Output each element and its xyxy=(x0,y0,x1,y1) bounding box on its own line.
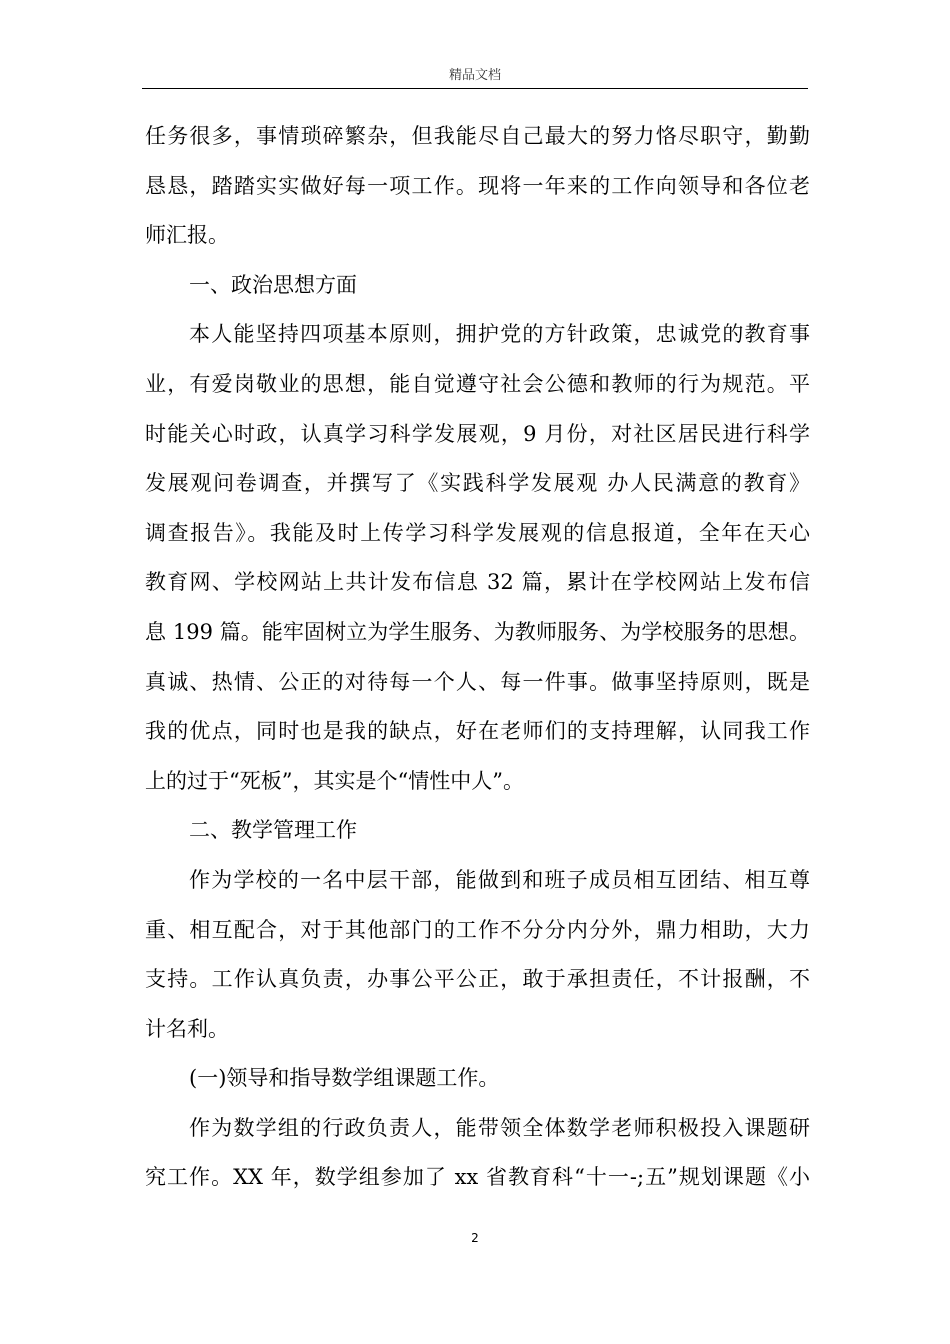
text-line: 任务很多，事情琐碎繁杂，但我能尽自己最大的努力恪尽职守，勤勤 xyxy=(145,124,810,148)
section-heading: (一)领导和指导数学组课题工作。 xyxy=(189,1066,500,1091)
header-rule xyxy=(142,88,808,89)
text-line: 发展观问卷调查，并撰写了《实践科学发展观 办人民满意的教育》 xyxy=(145,471,810,496)
text-line: 作为数学组的行政负责人，能带领全体数学老师积极投入课题研 xyxy=(189,1115,810,1140)
section-heading: 二、教学管理工作 xyxy=(189,818,357,843)
text-line: 真诚、热情、公正的对待每一个人、每一件事。做事坚持原则，既是 xyxy=(145,669,810,694)
text-line: 息 199 篇。能牢固树立为学生服务、为教师服务、为学校服务的思想。 xyxy=(145,619,810,644)
text-line: 作为学校的一名中层干部，能做到和班子成员相互团结、相互尊 xyxy=(189,867,810,892)
section-heading: 一、政治思想方面 xyxy=(189,272,357,297)
text-line: 本人能坚持四项基本原则，拥护党的方针政策，忠诚党的教育事 xyxy=(189,322,810,347)
text-line: 支持。工作认真负责，办事公平公正，敢于承担责任，不计报酬，不 xyxy=(145,967,810,992)
text-line: 究工作。XX 年，数学组参加了 xx 省教育科“十一-;五”规划课题《小 xyxy=(145,1165,810,1190)
text-line: 调查报告》。我能及时上传学习科学发展观的信息报道，全年在天心 xyxy=(145,520,810,545)
page-number: 2 xyxy=(471,1231,479,1245)
body-text xyxy=(145,112,810,1203)
text-line: 上的过于“死板”，其实是个“情性中人”。 xyxy=(145,768,524,793)
text-line: 我的优点，同时也是我的缺点，好在老师们的支持理解，认同我工作 xyxy=(145,719,810,744)
text-line: 业，有爱岗敬业的思想，能自觉遵守社会公德和教师的行为规范。平 xyxy=(145,371,810,396)
page-header-title: 精品文档 xyxy=(448,68,501,83)
text-line: 重、相互配合，对于其他部门的工作不分分内分外，鼎力相助，大力 xyxy=(145,917,810,942)
text-line: 教育网、学校网站上共计发布信息 32 篇，累计在学校网站上发布信 xyxy=(145,570,810,595)
text-line: 恳恳，踏踏实实做好每一项工作。现将一年来的工作向领导和各位老 xyxy=(145,173,810,198)
text-line: 计名利。 xyxy=(145,1016,229,1041)
text-line: 时能关心时政，认真学习科学发展观，9 月份，对社区居民进行科学 xyxy=(145,421,810,446)
text-line: 师汇报。 xyxy=(145,223,229,248)
